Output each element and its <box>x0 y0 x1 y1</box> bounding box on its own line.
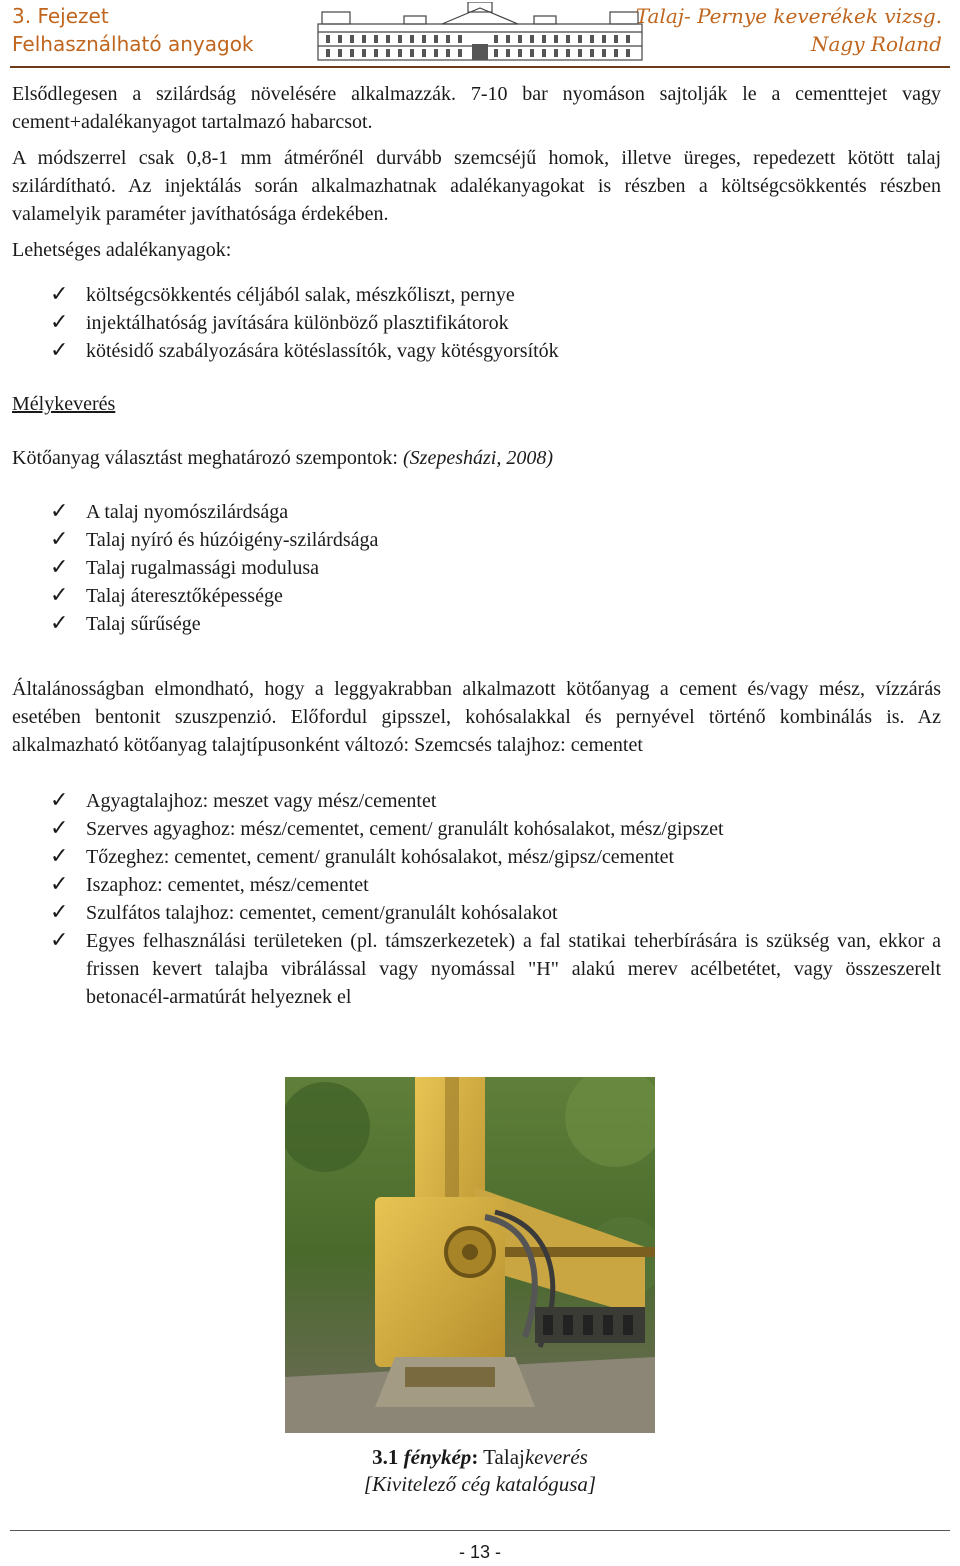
additives-list <box>12 281 941 365</box>
checkmark-icon: ✓ <box>50 583 69 608</box>
list-item: ✓ Iszaphoz: cementet, mész/cementet <box>50 872 369 897</box>
header-right <box>636 2 942 58</box>
checkmark-icon: ✓ <box>50 338 69 363</box>
section-title: Mélykeverés <box>12 393 116 415</box>
additives-heading: Lehetséges adalékanyagok: <box>12 239 232 261</box>
checkmark-icon: ✓ <box>50 928 69 953</box>
university-building-logo <box>312 2 648 64</box>
footer-rule <box>10 1530 950 1531</box>
method-paragraph: A módszerrel csak 0,8-1 mm átmérőnél durvább szemcséjű homok, illetve üreges, repedezett kötött talaj szilárdítható. Az injektálás során alkalmazhatnak adalékanyagokat is részben a költségcsökkentés részben valamelyik paraméter javíthatósága érdekében. <box>12 147 941 225</box>
criteria-citation: (Szepesházi, 2008) <box>403 447 553 469</box>
checkmark-icon: ✓ <box>50 872 69 897</box>
intro-paragraph: Elsődlegesen a szilárdság növelésére alkalmazzák. 7-10 bar nyomáson sajtolják le a cementtejet vagy cement+adalékanyagot tartalmazó habarcsot. <box>12 83 941 133</box>
header-rule <box>10 66 950 68</box>
list-item: ✓ Talaj sűrűsége <box>50 611 201 636</box>
list-item: ✓ Szulfátos talajhoz: cementet, cement/granulált kohósalakot <box>50 900 558 925</box>
document-title: Talaj- Pernye keverékek vizsg. <box>635 4 942 28</box>
soil-types-list <box>12 787 941 1011</box>
list-item: ✓ Tőzeghez: cementet, cement/ granulált kohósalakot, mész/gipsz/cementet <box>50 844 675 869</box>
criteria-list <box>12 498 941 638</box>
list-item: ✓ Szerves agyaghoz: mész/cementet, cement/ granulált kohósalakot, mész/gipszet <box>50 816 724 841</box>
checkmark-icon: ✓ <box>50 282 69 307</box>
list-item: ✓ injektálhatóság javítására különböző plasztifikátorok <box>50 310 509 335</box>
list-item: ✓ Talaj rugalmassági modulusa <box>50 555 319 580</box>
list-item: ✓ Talaj nyíró és húzóigény-szilárdsága <box>50 527 379 552</box>
list-item: ✓ kötésidő szabályozására kötéslassítók, vagy kötésgyorsítók <box>50 338 559 363</box>
author-name: Nagy Roland <box>811 32 942 56</box>
checkmark-icon: ✓ <box>50 499 69 524</box>
checkmark-icon: ✓ <box>50 611 69 636</box>
soil-mixing-machine-photo <box>285 1077 655 1433</box>
header-left <box>12 2 254 58</box>
general-paragraph: Általánosságban elmondható, hogy a leggyakrabban alkalmazott kötőanyag a cement és/vagy mész, vízzárás esetében bentonit szuszpenzió. Előfordul gipsszel, kohósalakkal és pernyével történő kombinálás is. Az alkalmazható kötőanyag talajtípusonként változó: Szemcsés talajhoz: cementet <box>12 678 941 756</box>
list-item: ✓ Egyes felhasználási területeken (pl. támszerkezetek) a fal statikai teherbírására is szükség van, ekkor a frissen kevert talajba vibrálással vagy nyomással "H" alakú merev acélbetétet, vagy összeszerelt betonacél-armatúrát helyeznek el <box>50 928 941 1008</box>
checkmark-icon: ✓ <box>50 816 69 841</box>
page-content <box>12 80 941 1011</box>
checkmark-icon: ✓ <box>50 844 69 869</box>
chapter-subtitle: Felhasználható anyagok <box>12 32 254 56</box>
checkmark-icon: ✓ <box>50 788 69 813</box>
list-item: ✓ költségcsökkentés céljából salak, mészkőliszt, pernye <box>50 282 515 307</box>
list-item: ✓ Agyagtalajhoz: meszet vagy mész/cementet <box>50 788 437 813</box>
list-item: ✓ Talaj áteresztőképessége <box>50 583 283 608</box>
chapter-number: 3. Fejezet <box>12 4 109 28</box>
photo-source: [Kivitelező cég katalógusa] <box>363 1472 597 1496</box>
checkmark-icon: ✓ <box>50 900 69 925</box>
checkmark-icon: ✓ <box>50 527 69 552</box>
list-item: ✓ A talaj nyomószilárdsága <box>50 499 289 524</box>
photo-caption: 3.1 fénykép: Talajkeverés <box>372 1445 588 1469</box>
criteria-heading: Kötőanyag választást meghatározó szempontok: (Szepesházi, 2008) <box>12 447 553 469</box>
checkmark-icon: ✓ <box>50 310 69 335</box>
page-header <box>0 0 960 66</box>
checkmark-icon: ✓ <box>50 555 69 580</box>
page-number: - 13 - <box>458 1542 501 1562</box>
